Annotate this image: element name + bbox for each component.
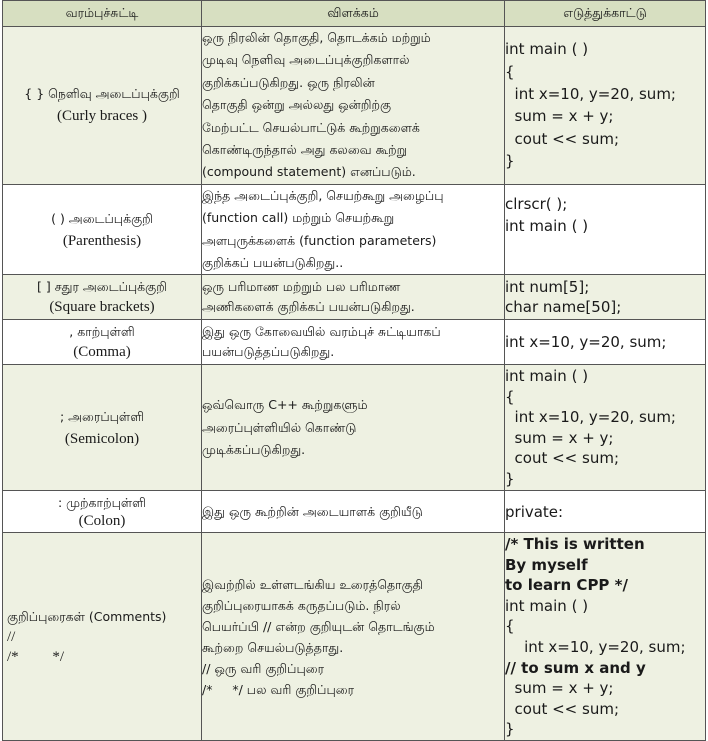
example-cell [505, 365, 706, 491]
example-cell [505, 533, 706, 741]
code-line: int x=10, y=20, sum; [505, 85, 676, 104]
delimiter-cell [3, 491, 202, 533]
description-cell [202, 320, 505, 365]
description-line: இது ஒரு கூற்றின் அடையாளக் குறியீடு [202, 503, 423, 519]
description-line: இந்த அடைப்புக்குறி, செயற்கூறு அழைப்பு [202, 187, 444, 203]
description-line: ஒரு நிரலின் தொகுதி, தொடக்கம் மற்றும் [202, 30, 431, 45]
code-line: cout << sum; [505, 699, 620, 718]
delimiter-english: (Curly braces ) [57, 108, 147, 125]
description-line: இது ஒரு கோவையில் வரம்புச் சுட்டியாகப் [202, 324, 441, 340]
code-line: cout << sum; [505, 449, 620, 468]
delimiter-cell [3, 184, 202, 275]
description-line: // ஒரு வரி குறிப்புரை [202, 660, 325, 676]
description-line: ஒவ்வொரு C++ கூற்றுகளும் [202, 397, 368, 413]
table-row [3, 27, 706, 185]
delimiter-english: (Square brackets) [49, 299, 155, 316]
code-line: int x=10, y=20, sum; [505, 637, 686, 656]
code-line: sum = x + y; [505, 679, 614, 698]
code-line: } [505, 152, 515, 171]
description-line: அளபுருக்களைக் (function parameters) [202, 232, 437, 248]
delimiter-cell [3, 320, 202, 365]
description-line: முடிக்கப்படுகிறது. [202, 442, 306, 458]
description-cell [202, 365, 505, 491]
delimiter-name: ; அரைப்புள்ளி [59, 408, 145, 424]
description-line: குறிக்கப் பயன்படுகிறது.. [202, 255, 344, 271]
delimiters-table [2, 0, 706, 741]
example-cell [505, 320, 706, 365]
code-line: int main ( ) [505, 217, 589, 236]
delimiter-english: (Comma) [73, 344, 131, 361]
code-line: { [505, 617, 515, 636]
delimiter-name: [ ] சதுர அடைப்புக்குறி [37, 279, 167, 295]
delimiter-name: { } நெளிவு அடைப்புக்குறி [24, 86, 180, 102]
code-line: { [505, 62, 515, 81]
description-line: கொண்டிருந்தால் அது கலவை கூற்று [202, 142, 408, 158]
description-cell [202, 533, 505, 741]
code-line: cout << sum; [505, 129, 620, 148]
description-line: ஒரு பரிமாண மற்றும் பல பரிமாண [202, 279, 401, 295]
example-cell [505, 184, 706, 275]
example-cell [505, 491, 706, 533]
table-row [3, 491, 706, 533]
delimiter-name: , காற்புள்ளி [69, 324, 135, 340]
description-cell [202, 184, 505, 275]
description-line: மேற்பட்ட செயல்பாட்டுக் கூற்றுகளைக் [202, 119, 420, 135]
code-comment-line: // to sum x and y [505, 658, 646, 677]
description-line: இவற்றில் உள்ளடங்கிய உரைத்தொகுதி [202, 576, 423, 592]
header-delimiter: வரம்புச்சுட்டி [3, 1, 202, 27]
code-comment-line: /* This is written [505, 535, 645, 553]
header-row [3, 1, 706, 27]
table-row [3, 320, 706, 365]
code-line: int x=10, y=20, sum; [505, 408, 676, 427]
table-row [3, 533, 706, 741]
description-line: தொகுதி ஒன்று அல்லது ஒன்றிற்கு [202, 97, 392, 113]
description-line: (function call) மற்றும் செயற்கூறு [202, 210, 395, 226]
code-line: } [505, 469, 515, 488]
code-line: } [505, 720, 515, 739]
description-line: /* */ பல வரி குறிப்புரை [202, 681, 355, 697]
description-line: (compound statement) எனப்படும். [202, 164, 416, 180]
delimiter-cell [3, 275, 202, 320]
code-line: sum = x + y; [505, 107, 614, 126]
description-line: அணிகளைக் குறிக்கப் பயன்படுகிறது. [202, 299, 415, 315]
example-cell [505, 275, 706, 320]
delimiter-cell [3, 365, 202, 491]
delimiter-english: (Semicolon) [64, 430, 140, 447]
delimiter-cell [3, 533, 202, 741]
code-line: int x=10, y=20, sum; [505, 333, 667, 352]
code-comment-line: to learn CPP */ [505, 576, 628, 595]
table-row [3, 184, 706, 275]
comment-single-line: // [7, 628, 16, 645]
description-line: குறிப்புரையாகக் கருதப்படும். நிரல் [202, 597, 401, 613]
description-line: முடிவு நெளிவு அடைப்புக்குறிகளால் [202, 52, 410, 68]
code-comment-line: By myself [505, 555, 588, 574]
description-cell [202, 491, 505, 533]
delimiter-english: (Colon) [78, 512, 126, 529]
table-row [3, 365, 706, 491]
code-line: { [505, 387, 515, 406]
description-line: அரைப்புள்ளியில் கொண்டு [202, 419, 357, 435]
header-example: எடுத்துக்காட்டு [505, 1, 706, 27]
code-line: int main ( ) [505, 596, 589, 615]
delimiter-name: : முற்காற்புள்ளி [57, 494, 146, 510]
description-line: பெயர்ப்பி // என்ற குறியுடன் தொடங்கும் [202, 618, 435, 634]
comment-multi-line: /* */ [7, 648, 65, 665]
header-description: விளக்கம் [202, 1, 505, 27]
description-line: குறிக்கப்படுகிறது. ஒரு நிரலின் [202, 74, 375, 90]
table-row [3, 275, 706, 320]
description-line: கூற்றை செயல்படுத்தாது. [202, 639, 344, 655]
description-line: பயன்படுத்தப்படுகிறது. [202, 344, 335, 360]
delimiter-cell [3, 27, 202, 185]
delimiter-name: குறிப்புரைகள் (Comments) [7, 608, 167, 624]
delimiter-english: (Parenthesis) [62, 232, 142, 249]
example-cell [505, 27, 706, 185]
code-line: int main ( ) [505, 367, 589, 386]
code-line: private: [505, 502, 564, 521]
code-line: int num[5]; [505, 278, 590, 297]
code-line: char name[50]; [505, 298, 622, 317]
delimiter-name: ( ) அடைப்புக்குறி [51, 210, 153, 226]
description-cell [202, 27, 505, 185]
code-line: sum = x + y; [505, 428, 614, 447]
code-line: clrscr( ); [505, 194, 568, 213]
code-line: int main ( ) [505, 40, 589, 59]
description-cell [202, 275, 505, 320]
